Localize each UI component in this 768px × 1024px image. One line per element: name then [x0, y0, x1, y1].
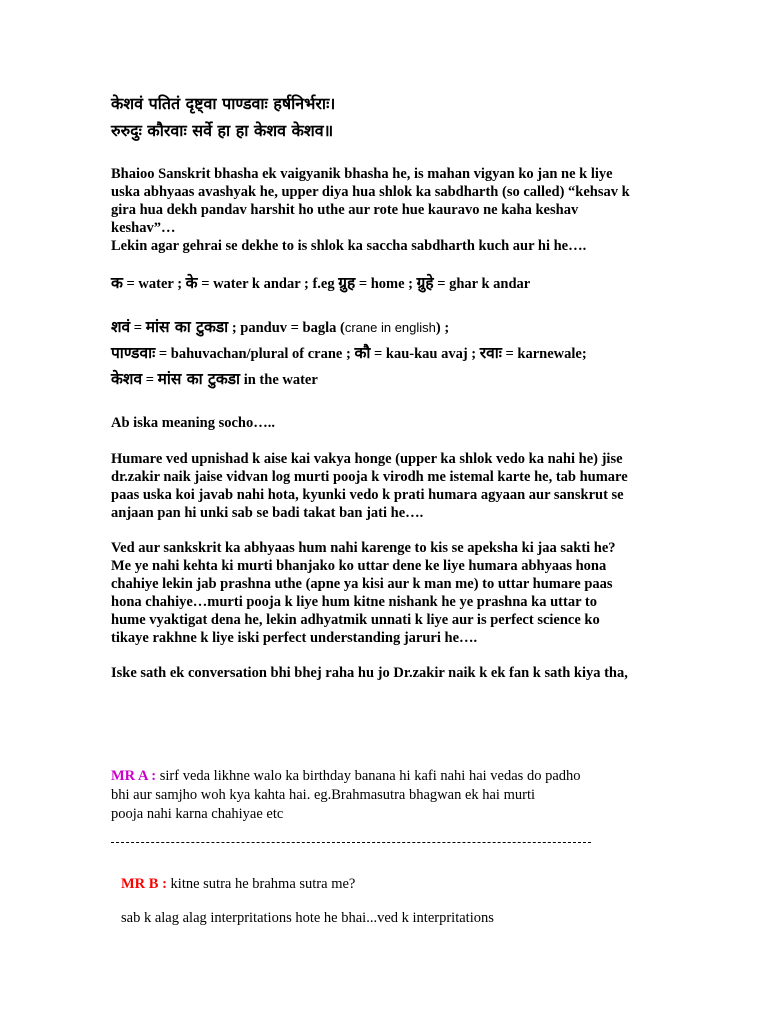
intro-line-4: keshav”… — [111, 220, 176, 236]
gloss-text: ; panduv = bagla ( — [228, 320, 345, 336]
para1-line-2: dr.zakir naik jaise vidvan log murti pooja k virodh me istemal karte he, tab humare — [111, 469, 628, 485]
mr-b-text: kitne sutra he brahma sutra me? — [166, 876, 356, 892]
para2-line-1: Ved aur sankskrit ka abhyaas hum nahi karenge to kis se apeksha ki jaa sakti he? — [111, 540, 616, 556]
gloss-term: रवाः — [479, 344, 502, 362]
gloss-term: के — [185, 274, 198, 292]
para2-line-3: chahiye lekin jab prashna uthe (apne ya kisi aur k man me) to uttar humare paas — [111, 576, 613, 592]
mr-b-line-2: sab k alag alag interpritations hote he bhai...ved k interpritations — [121, 910, 494, 926]
mr-a-text: sirf veda likhne walo ka birthday banana hi kafi nahi hai vedas do padho — [156, 768, 581, 784]
intro-line-1: Bhaioo Sanskrit bhasha ek vaigyanik bhasha he, is mahan vigyan ko jan ne k liye — [111, 166, 613, 182]
gloss-text: = — [130, 320, 146, 336]
gloss-text: = bahuvachan/plural of crane ; — [155, 346, 355, 362]
gloss-term: ग्रुह — [338, 274, 356, 292]
para2-line-4: hona chahiye…murti pooja k liye hum kitne nishank he ye prashna ka uttar to — [111, 594, 597, 610]
meaning-line: Ab iska meaning socho….. — [111, 415, 275, 431]
speaker-label-a: MR A : — [111, 768, 157, 784]
gloss-term: केशव — [111, 370, 143, 388]
gloss-text: = kau-kau avaj ; — [370, 346, 480, 362]
gloss-text: = water ; — [122, 276, 186, 292]
intro-line-3: gira hua dekh pandav harshit ho uthe aur rote hue kauravo ne kaha keshav — [111, 202, 579, 218]
gloss-term: कौ — [354, 344, 371, 362]
intro-line-2: uska abhyaas avashyak he, upper diya hua shlok ka sabdharth (so called) “kehsav k — [111, 184, 630, 200]
gloss-text: = karnewale; — [501, 346, 587, 362]
gloss-note: crane in english — [344, 320, 436, 335]
gloss-term: पाण्डवाः — [111, 344, 156, 362]
gloss-term: क — [111, 274, 123, 292]
speaker-label-b: MR B : — [121, 876, 167, 892]
para2-line-6: tikaye rakhne k liye iski perfect understanding jaruri he…. — [111, 630, 478, 646]
gloss-text: = — [142, 372, 158, 388]
gloss-text: = home ; — [355, 276, 417, 292]
gloss-line-2 — [111, 318, 449, 337]
gloss-term: मांस का टुकडा — [145, 318, 229, 336]
shlok-line-1: केशवं पतितं दृष्ट्वा पाण्डवाः हर्षनिर्भराः। — [111, 94, 336, 113]
mr-b-line-1 — [121, 875, 355, 893]
gloss-line-4 — [111, 370, 318, 389]
para1-line-4: anjaan pan hi unki sab se badi takat ban jati he…. — [111, 505, 424, 521]
intro-line-5: Lekin agar gehrai se dekhe to is shlok ka saccha sabdharth kuch aur hi he…. — [111, 238, 587, 254]
mr-a-line-3: pooja nahi karna chahiyae etc — [111, 806, 284, 822]
para1-line-1: Humare ved upnishad k aise kai vakya honge (upper ka shlok vedo ka nahi he) jise — [111, 451, 623, 467]
gloss-text: ) ; — [435, 320, 450, 336]
para1-line-3: paas uska koi javab nahi hota, kyunki vedo k prati humara agyaan aur sanskrut se — [111, 487, 624, 503]
gloss-text: in the water — [240, 372, 318, 388]
gloss-line-1 — [111, 274, 530, 293]
para2-line-2: Me ye nahi kehta ki murti bhanjako ko uttar dene ke liye humara abhyaas hona — [111, 558, 607, 574]
gloss-term: मांस का टुकडा — [157, 370, 241, 388]
para3-line: Iske sath ek conversation bhi bhej raha hu jo Dr.zakir naik k ek fan k sath kiya tha, — [111, 665, 628, 681]
shlok-line-2: रुरुदुः कौरवाः सर्वे हा हा केशव केशव॥ — [111, 121, 334, 140]
gloss-text: = ghar k andar — [433, 276, 531, 292]
gloss-term: ग्रुहे — [416, 274, 434, 292]
mr-a-line-1 — [111, 767, 581, 785]
dashed-divider — [111, 842, 591, 845]
para2-line-5: hume vyaktigat dena he, lekin adhyatmik unnati k liye aur is perfect science ko — [111, 612, 600, 628]
gloss-text: = water k andar ; f.eg — [197, 276, 339, 292]
mr-a-line-2: bhi aur samjho woh kya kahta hai. eg.Brahmasutra bhagwan ek hai murti — [111, 787, 536, 803]
gloss-line-3 — [111, 344, 587, 363]
gloss-term: शवं — [111, 318, 131, 336]
